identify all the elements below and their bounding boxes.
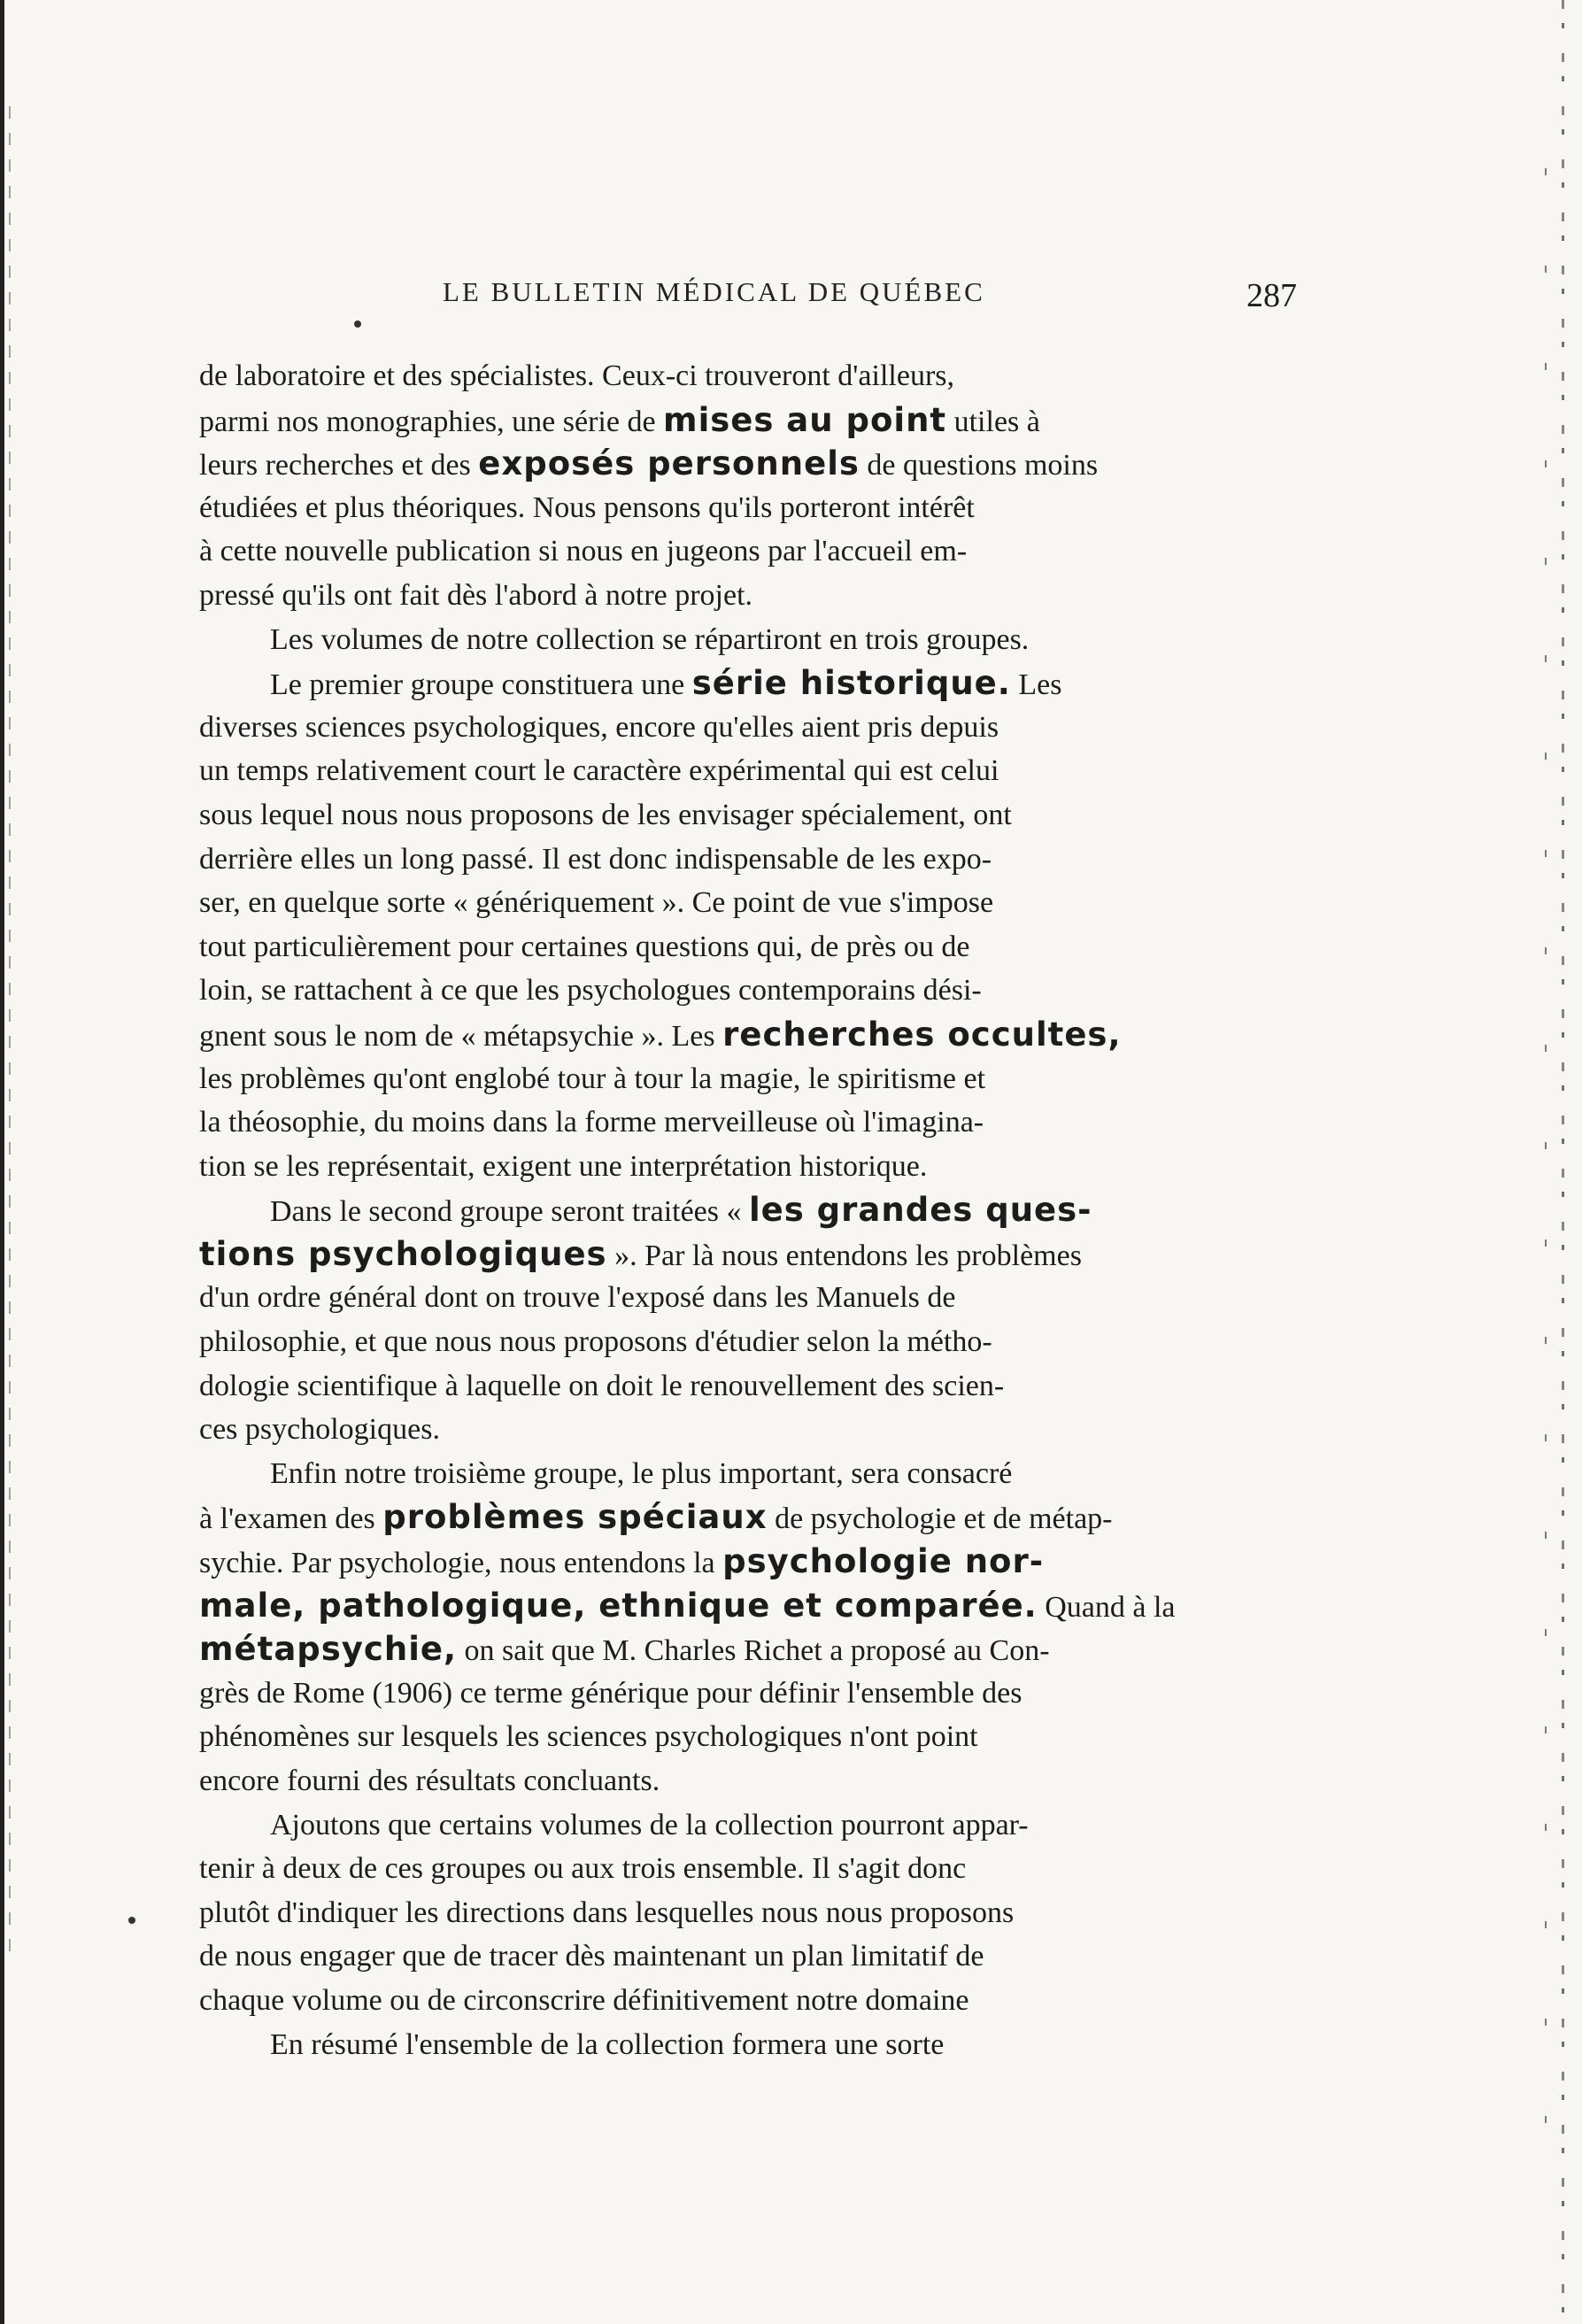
text-segment: de nous engager que de tracer dès maintenant un plan limitatif de [199,1940,984,1973]
text-segment: Les volumes de notre collection se répartiront en trois groupes. [270,622,1030,656]
text-segment: En résumé l'ensemble de la collection formera une sorte [270,2027,945,2061]
text-segment: chaque volume ou de circonscrire définitivement notre domaine [199,1983,969,2017]
text-segment: tion se les représentait, exigent une interprétation historique. [199,1149,928,1183]
text-line [199,1891,1297,1935]
text-line [199,1364,1297,1409]
page-header [199,276,1297,320]
text-segment: de psychologie et de métap- [767,1502,1113,1536]
text-segment: plutôt d'indiquer les directions dans lesquelles nous nous proposons [199,1895,1015,1929]
text-segment: encore fourni des résultats concluants. [199,1764,660,1797]
text-segment: pressé qu'ils ont fait dès l'abord à notre projet. [199,578,753,612]
text-segment: Dans le second groupe seront traitées « [270,1195,749,1229]
text-line [199,969,1297,1013]
text-line [199,838,1297,882]
text-line [199,1979,1297,2023]
emphasized-phrase: recherches occultes, [722,1015,1122,1054]
scan-edge-marks-left [9,106,11,1965]
emphasized-phrase: tions psychologiques [199,1234,607,1273]
page-number: 287 [1246,277,1297,314]
text-line [199,1495,1297,1540]
ink-speck [354,320,361,328]
text-segment: philosophie, et que nous nous proposons d'étudier selon la métho- [199,1325,992,1359]
text-segment: à cette nouvelle publication si nous en jugeons par l'accueil em- [199,535,968,568]
text-line [199,1452,1297,1496]
text-line [199,1672,1297,1716]
text-segment: phénomènes sur lesquels les sciences psychologiques n'ont point [199,1720,978,1754]
text-line [199,1934,1297,1979]
text-segment: gnent sous le nom de « métapsychie ». Les [199,1019,723,1053]
text-segment: Quand à la [1037,1590,1176,1624]
text-line [199,1847,1297,1891]
text-line [199,881,1297,925]
text-segment: Les [1010,668,1062,702]
text-segment: tenir à deux de ces groupes ou aux trois ensemble. Il s'agit donc [199,1852,967,1886]
ink-speck [128,1917,135,1924]
text-segment: étudiées et plus théoriques. Nous pensons qu'ils porteront intérêt [199,490,975,524]
text-line [199,1013,1297,1057]
text-segment: loin, se rattachent à ce que les psychologues contemporains dési- [199,974,982,1008]
text-segment: ser, en quelque sorte « génériquement ». Ce point de vue s'impose [199,886,994,920]
text-line [199,661,1297,706]
body-text [199,354,1297,2066]
text-segment: parmi nos monographies, une série de [199,405,664,438]
text-segment: sychie. Par psychologie, nous entendons la [199,1547,723,1580]
text-segment: derrière elles un long passé. Il est donc indispensable de les expo- [199,842,992,876]
text-line [199,1803,1297,1848]
emphasized-phrase: problèmes spéciaux [382,1498,768,1537]
text-line [199,706,1297,750]
text-line [199,1715,1297,1759]
emphasized-phrase: métapsychie, [199,1630,458,1669]
text-segment: utiles à [946,405,1040,438]
text-segment: la théosophie, du moins dans la forme merveilleuse où l'imagina- [199,1106,984,1139]
text-segment: grès de Rome (1906) ce terme générique pour définir l'ensemble des [199,1676,1023,1710]
text-segment: leurs recherches et des [199,449,479,483]
text-line [199,442,1297,486]
text-line [199,1408,1297,1452]
text-segment: ». Par là nous entendons les problèmes [606,1239,1082,1272]
text-segment: Ajoutons que certains volumes de la collection pourront appar- [270,1808,1029,1841]
emphasized-phrase: série historique. [691,664,1011,703]
text-segment: un temps relativement court le caractère expérimental qui est celui [199,754,999,788]
emphasized-phrase: mises au point [663,400,947,439]
text-line [199,354,1297,398]
scan-edge-right [1562,0,1564,2324]
text-line [199,2023,1297,2067]
text-line [199,574,1297,618]
text-segment: les problèmes qu'ont englobé tour à tour la magie, le spiritisme et [199,1062,986,1095]
text-line [199,749,1297,793]
emphasized-phrase: psychologie nor- [722,1542,1045,1581]
text-segment: sous lequel nous nous proposons de les envisager spécialement, ont [199,798,1012,831]
text-line [199,1320,1297,1364]
text-line [199,1584,1297,1628]
text-line [199,486,1297,530]
emphasized-phrase: exposés personnels [478,444,860,483]
text-line [199,398,1297,443]
emphasized-phrase: male, pathologique, ethnique et comparée. [199,1586,1038,1625]
text-segment: dologie scientifique à laquelle on doit le renouvellement des scien- [199,1369,1005,1402]
text-segment: on sait que M. Charles Richet a proposé au Con- [457,1634,1050,1668]
text-line [199,1145,1297,1189]
text-line [199,1057,1297,1101]
emphasized-phrase: les grandes ques- [749,1191,1092,1230]
text-segment: Le premier groupe constituera une [270,668,692,702]
text-line [199,1276,1297,1320]
text-segment: diverses sciences psychologiques, encore qu'elles aient pris depuis [199,710,999,744]
text-segment: ces psychologiques. [199,1413,440,1447]
text-line [199,1627,1297,1672]
text-line [199,1232,1297,1277]
scan-edge-left [0,0,4,2324]
text-line [199,618,1297,662]
scan-edge-marks-right [1545,133,1547,2169]
text-segment: d'un ordre général dont on trouve l'exposé dans les Manuels de [199,1281,956,1315]
text-line [199,529,1297,574]
text-segment: tout particulièrement pour certaines questions qui, de près ou de [199,930,970,963]
text-line [199,793,1297,838]
text-line [199,1100,1297,1145]
text-line [199,1188,1297,1232]
text-segment: de laboratoire et des spécialistes. Ceux-ci trouveront d'ailleurs, [199,359,955,392]
running-title: LE BULLETIN MÉDICAL DE QUÉBEC [443,276,985,307]
text-line [199,1540,1297,1584]
text-line [199,925,1297,969]
text-segment: de questions moins [859,449,1099,483]
text-line [199,1759,1297,1803]
text-segment: à l'examen des [199,1502,383,1536]
text-segment: Enfin notre troisième groupe, le plus important, sera consacré [270,1456,1013,1490]
